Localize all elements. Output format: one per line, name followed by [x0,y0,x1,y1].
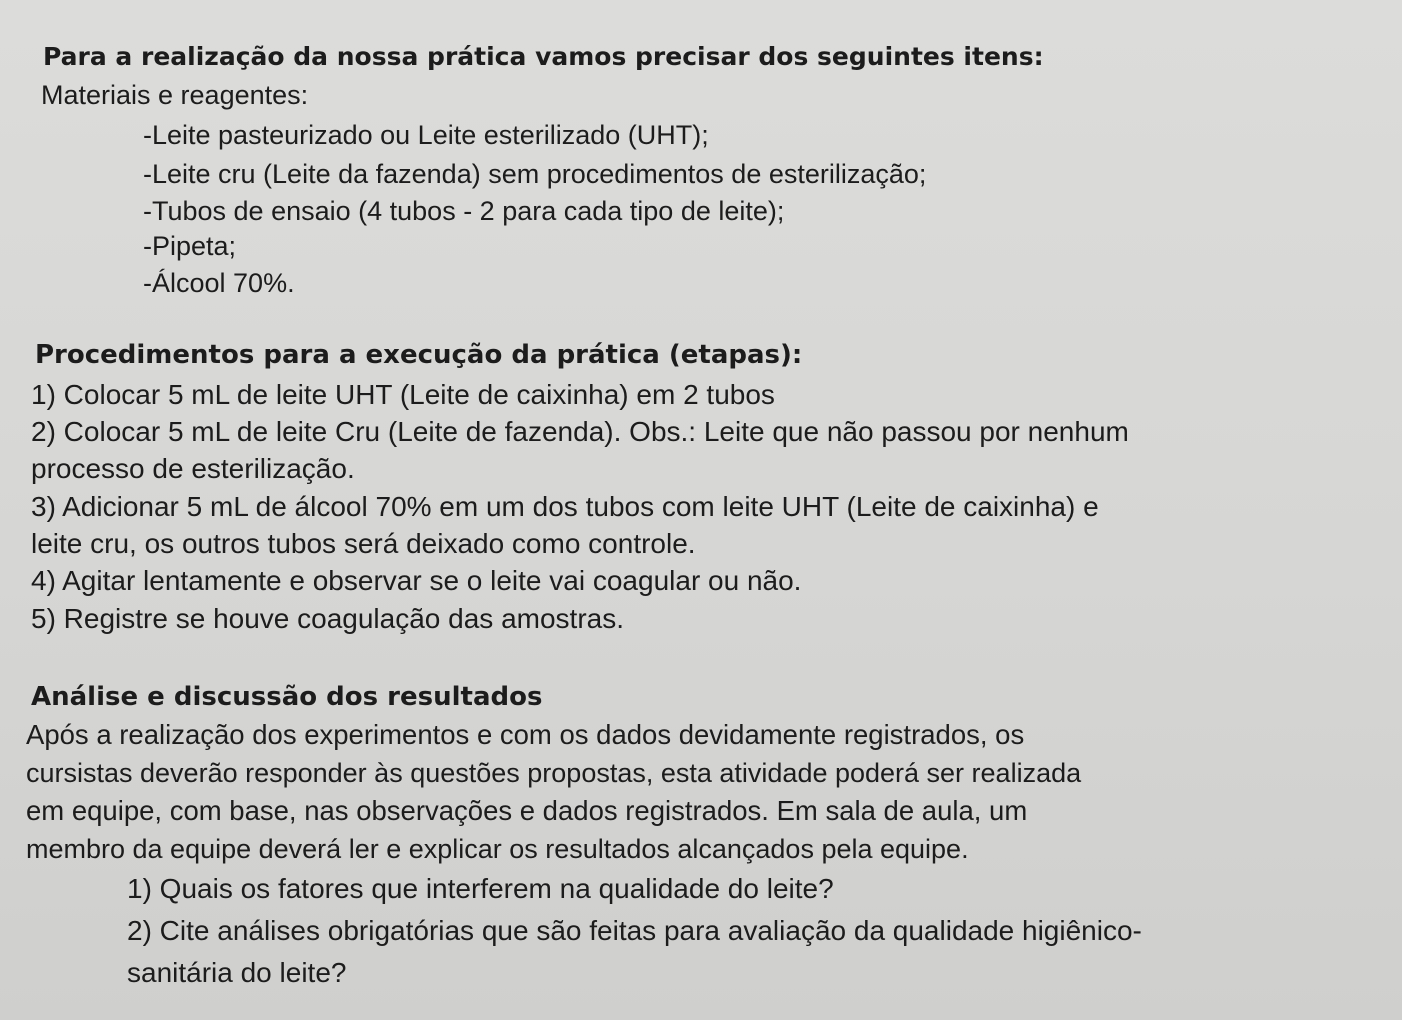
analysis-line: em equipe, com base, nas observações e dados registrados. Em sala de aula, um [26,795,1028,826]
materials-item: -Álcool 70%. [143,268,295,298]
procedure-line: 4) Agitar lentamente e observar se o leite vai coagular ou não. [31,565,802,596]
procedures-heading: Procedimentos para a execução da prática (etapas): [35,340,803,370]
document-title: Para a realização da nossa prática vamos precisar dos seguintes itens: [43,42,1044,71]
analysis-line: cursistas deverão responder às questões propostas, esta atividade poderá ser realizada [26,758,1082,788]
materials-heading: Materiais e reagentes: [41,80,309,110]
analysis-line: Após a realização dos experimentos e com os dados devidamente registrados, os [26,719,1025,750]
procedure-line: leite cru, os outros tubos será deixado como controle. [31,528,696,559]
materials-item: -Leite cru (Leite da fazenda) sem procedimentos de esterilização; [143,159,927,189]
question-line: 1) Quais os fatores que interferem na qualidade do leite? [127,873,834,904]
materials-item: -Tubos de ensaio (4 tubos - 2 para cada tipo de leite); [143,196,785,226]
materials-item: -Pipeta; [143,231,237,261]
procedure-line: 5) Registre se houve coagulação das amostras. [31,603,624,634]
question-line: sanitária do leite? [127,957,347,988]
question-line: 2) Cite análises obrigatórias que são feitas para avaliação da qualidade higiênico- [127,915,1142,946]
procedure-line: processo de esterilização. [31,453,355,484]
analysis-heading: Análise e discussão dos resultados [31,682,543,712]
materials-item: -Leite pasteurizado ou Leite esterilizado (UHT); [143,120,709,150]
procedure-line: 1) Colocar 5 mL de leite UHT (Leite de caixinha) em 2 tubos [31,379,775,410]
procedure-line: 3) Adicionar 5 mL de álcool 70% em um dos tubos com leite UHT (Leite de caixinha) e [31,491,1099,522]
analysis-line: membro da equipe deverá ler e explicar os resultados alcançados pela equipe. [26,834,969,864]
procedure-line: 2) Colocar 5 mL de leite Cru (Leite de fazenda). Obs.: Leite que não passou por nenhum [31,416,1129,447]
